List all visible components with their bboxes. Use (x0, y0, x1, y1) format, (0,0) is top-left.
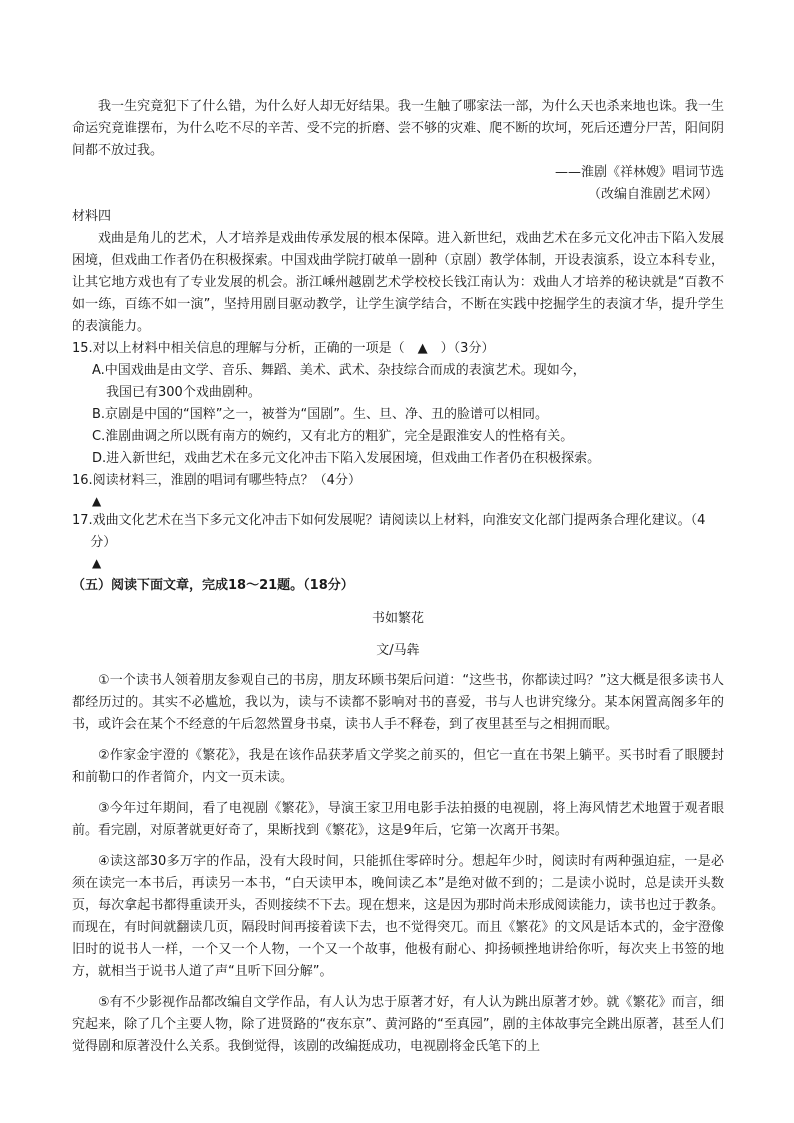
question-15-stem: 15.对以上材料中相关信息的理解与分析，正确的一项是（ ▲ ）（3分） (72, 341, 495, 356)
essay-paragraph-1: ①一个读书人领着朋友参观自己的书房，朋友环顾书架后问道：“这些书，你都读过吗？”这大概是很多读书人都经历过的。其实不必尴尬，我以为，读与不读都不影响对书的喜爱，书与人也讲究缘分。某本闲置高阁多年的书，或许会在某个不经意的午后忽然置身书桌，读书人手不释卷，到了夜里甚至与之相拥而眠。 (72, 673, 724, 732)
question-15-option-d: D.进入新世纪，戏曲艺术在多元文化冲击下陷入发展困境，但戏曲工作者仍在积极探索。 (92, 451, 601, 466)
lyrics-adapted-note: （改编自淮剧艺术网） (587, 187, 718, 202)
lyrics-paragraph: 我一生究竟犯下了什么错，为什么好人却无好结果。我一生触了哪家法一部，为什么天也杀来地也诛。我一生命运究竟谁摆布，为什么吃不尽的辛苦、受不完的折磨、尝不够的灾难、爬不断的坎坷，死后还遭分尸苦，阳间阴间都不放过我。 (72, 99, 724, 158)
lyrics-source: ——淮剧《祥林嫂》唱词节选 (554, 165, 724, 180)
answer-mark-17: ▲ (92, 556, 102, 570)
essay-title: 书如繁花 (371, 611, 424, 626)
material4-label: 材料四 (72, 209, 112, 224)
document-page (72, 96, 724, 1058)
question-15-option-a: A.中国戏曲是由文学、音乐、舞蹈、美术、武术、杂技综合而成的表演艺术。现如今， (92, 363, 586, 378)
material4-text: 戏曲是角儿的艺术，人才培养是戏曲传承发展的根本保障。进入新世纪，戏曲艺术在多元文化冲击下陷入发展困境，但戏曲工作者仍在积极探索。中国戏曲学院打破单一剧种（京剧）教学体制，开设表演系，设立本科专业，让其它地方戏也有了专业发展的机会。浙江嵊州越剧艺术学校校长钱江南认为：戏曲人才培养的秘诀就是“百教不如一练，百练不如一演”，坚持用剧目驱动教学，让学生演学结合，不断在实践中挖掘学生的表演才华，提升学生的表演能力。 (72, 231, 724, 334)
essay-paragraph-4: ④读这部30多万字的作品，没有大段时间，只能抓住零碎时分。想起年少时，阅读时有两种强迫症，一是必须在读完一本书后，再读另一本书，“白天读甲本，晚间读乙本”是绝对做不到的；二是读小说时，总是读开头数页，每次拿起书都得重读开头，否则接续不下去。现在想来，这是因为那时尚未形成阅读能力，读书也过于教条。而现在，有时间就翻读几页，隔段时间再接着读下去，也不觉得突兀。而且《繁花》的文风是话本式的，金宇澄像旧时的说书人一样，一个又一个人物，一个又一个故事，他极有耐心、抑扬顿挫地讲给你听，每次夹上书签的地方，就相当于说书人道了声“且听下回分解”。 (72, 854, 724, 979)
essay-paragraph-2: ②作家金宇澄的《繁花》，我是在该作品获茅盾文学奖之前买的，但它一直在书架上躺平。买书时看了眼腰封和前勒口的作者简介，内文一页未读。 (72, 748, 724, 785)
question-16: 16.阅读材料三，淮剧的唱词有哪些特点？（4分） (72, 473, 361, 488)
question-15-option-a-continued: 我国已有300个戏曲剧种。 (106, 385, 261, 400)
answer-mark-16: ▲ (92, 494, 102, 508)
essay-paragraph-3: ③今年过年期间，看了电视剧《繁花》，导演王家卫用电影手法拍摄的电视剧，将上海风情艺术地置于观者眼前。看完剧，对原著就更好奇了，果断找到《繁花》，这是9年后，它第一次离开书架。 (72, 801, 724, 838)
question-15-option-b: B.京剧是中国的“国粹”之一，被誉为“国剧”。生、旦、净、丑的脸谱可以相同。 (92, 407, 548, 422)
section-5-title: （五）阅读下面文章，完成18～21题。（18分） (72, 578, 354, 593)
essay-author: 文/马犇 (376, 643, 420, 658)
question-15-option-c: C.淮剧曲调之所以既有南方的婉约，又有北方的粗犷，完全是跟淮安人的性格有关。 (92, 429, 574, 444)
question-17: 17.戏曲文化艺术在当下多元文化冲击下如何发展呢？请阅读以上材料，向淮安文化部门提两条合理化建议。（4分） (72, 513, 706, 550)
essay-paragraph-5: ⑤有不少影视作品都改编自文学作品，有人认为忠于原著才好，有人认为跳出原著才妙。就《繁花》而言，细究起来，除了几个主要人物，除了进贤路的“夜东京”、黄河路的“至真园”，剧的主体故事完全跳出原著，甚至人们觉得剧和原著没什么关系。我倒觉得，该剧的改编挺成功，电视剧将金氏笔下的上 (72, 995, 724, 1054)
